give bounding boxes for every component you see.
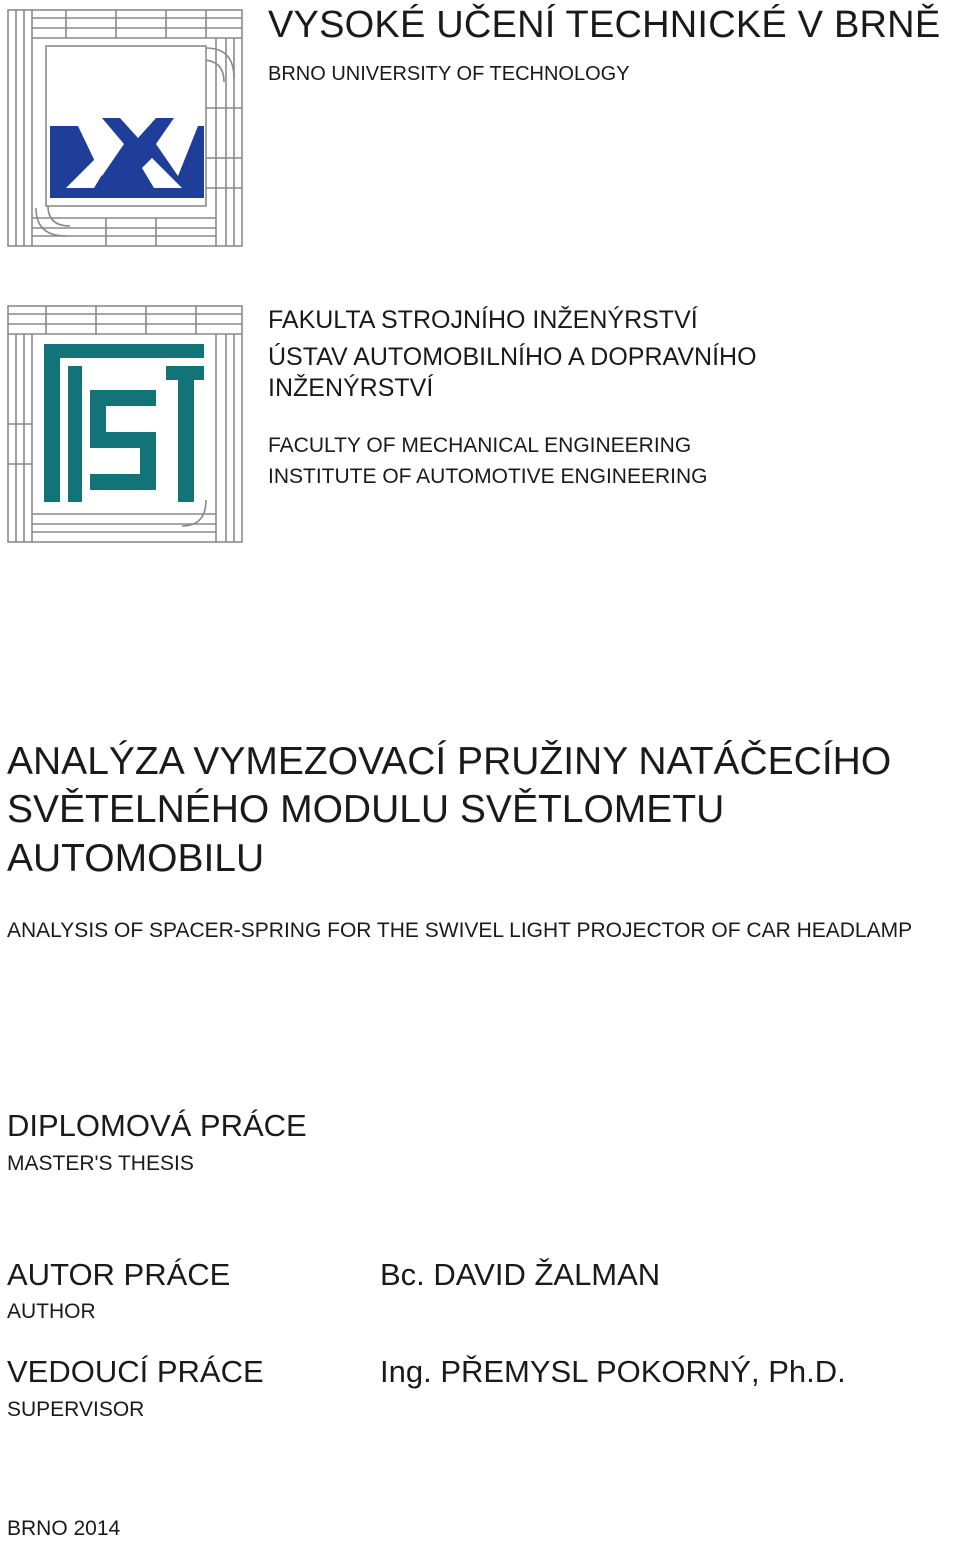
supervisor-label-cz: VEDOUCÍ PRÁCE [7, 1354, 264, 1389]
supervisor-name: Ing. PŘEMYSL POKORNÝ, Ph.D. [380, 1354, 846, 1389]
vut-logo-icon [6, 8, 244, 253]
place-and-year: BRNO 2014 [7, 1517, 121, 1540]
supervisor-label-en: SUPERVISOR [7, 1398, 145, 1421]
thesis-type-en: MASTER'S THESIS [7, 1152, 194, 1175]
university-name-cz: VYSOKÉ UČENÍ TECHNICKÉ V BRNĚ [268, 4, 941, 46]
faculty-name-cz: FAKULTA STROJNÍHO INŽENÝRSTVÍ [268, 306, 698, 334]
thesis-title-cz-line1: ANALÝZA VYMEZOVACÍ PRUŽINY NATÁČECÍHO [7, 740, 892, 783]
thesis-title-cz-line2: SVĚTELNÉHO MODULU SVĚTLOMETU [7, 788, 725, 831]
faculty-name-en: FACULTY OF MECHANICAL ENGINEERING [268, 434, 692, 457]
author-label-en: AUTHOR [7, 1300, 96, 1323]
thesis-title-en: ANALYSIS OF SPACER-SPRING FOR THE SWIVEL LIGHT PROJECTOR OF CAR HEADLAMP [7, 919, 913, 942]
thesis-type-cz: DIPLOMOVÁ PRÁCE [7, 1108, 307, 1143]
fsi-logo-icon [6, 304, 244, 549]
author-name: Bc. DAVID ŽALMAN [380, 1257, 661, 1292]
author-label-cz: AUTOR PRÁCE [7, 1257, 231, 1292]
fsi-logo-mark [44, 344, 204, 502]
thesis-title-cz-line3: AUTOMOBILU [7, 837, 265, 880]
university-name-en: BRNO UNIVERSITY OF TECHNOLOGY [268, 63, 630, 85]
institute-name-cz-line1: ÚSTAV AUTOMOBILNÍHO A DOPRAVNÍHO [268, 343, 757, 371]
institute-name-en: INSTITUTE OF AUTOMOTIVE ENGINEERING [268, 465, 708, 488]
institute-name-cz-line2: INŽENÝRSTVÍ [268, 374, 434, 402]
